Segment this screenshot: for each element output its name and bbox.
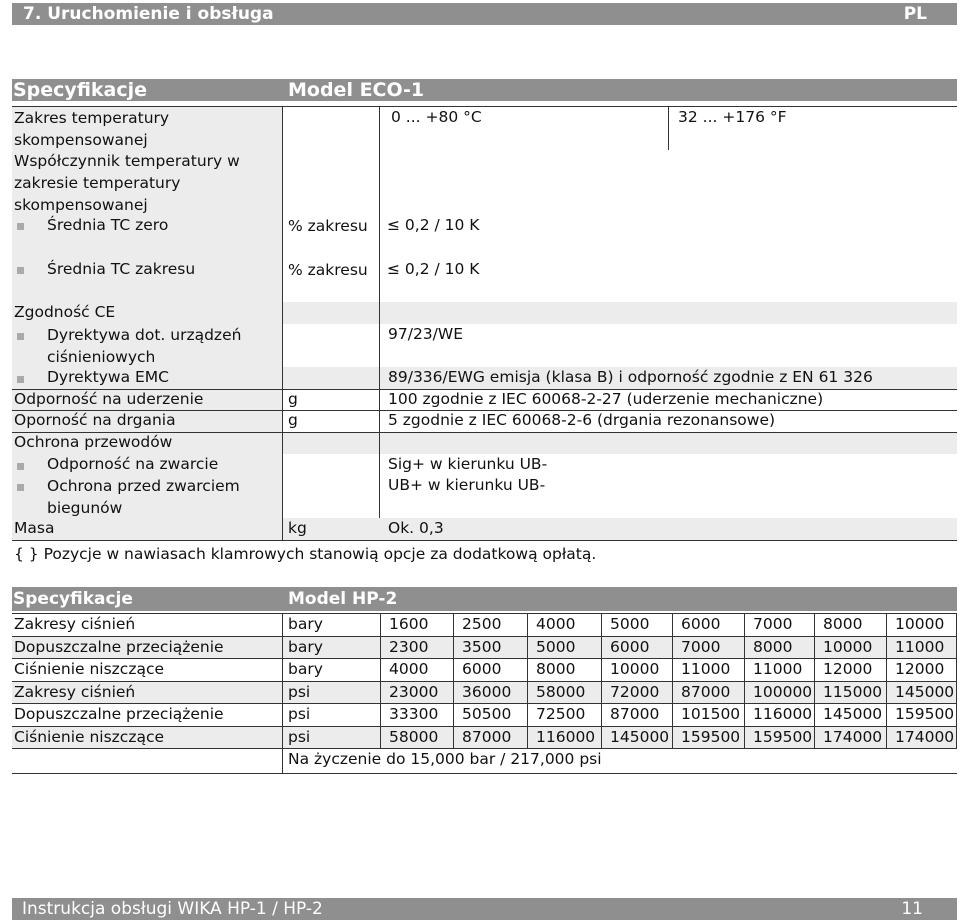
- hp-divider: [527, 613, 528, 748]
- eco-shock-label: Odporność na uderzenie: [14, 390, 204, 408]
- hp-cell-value: 10000: [895, 615, 945, 633]
- hp-cell-value: 10000: [610, 660, 660, 678]
- eco-shock-unit: g: [288, 390, 298, 408]
- eco-tc-zero-value: ≤ 0,2 / 10 K: [387, 216, 480, 234]
- language-code: PL: [903, 4, 927, 24]
- page-footer: [12, 898, 957, 920]
- page-number: 11: [901, 899, 923, 919]
- eco-options-note: { } Pozycje w nawiasach klamrowych stanowią opcje za dodatkową opłatą.: [14, 545, 597, 563]
- eco-tc-span-unit: % zakresu: [288, 261, 368, 279]
- hp-cell-value: 5000: [536, 637, 576, 656]
- hp-cell-value: 12000: [823, 660, 873, 678]
- hp-cell-value: 5000: [610, 615, 650, 633]
- hp-cell-value: 4000: [536, 615, 576, 633]
- hp-cell-value: 116000: [536, 727, 596, 746]
- eco-wiring-label: Ochrona przewodów: [14, 433, 173, 451]
- eco-reverse-polarity-value: UB+ w kierunku UB-: [388, 476, 546, 494]
- bullet-icon: [17, 376, 24, 383]
- hp-cell-value: 50500: [462, 705, 512, 723]
- eco-tc-zero-label: Średnia TC zero: [47, 216, 169, 234]
- bullet-icon: [17, 484, 24, 491]
- hp-rule: [12, 613, 957, 614]
- hp-cell-value: 159500: [753, 727, 813, 746]
- eco-emc-label: Dyrektywa EMC: [47, 368, 169, 386]
- eco-tc-span-value: ≤ 0,2 / 10 K: [387, 260, 480, 278]
- hp-cell-value: 115000: [823, 682, 883, 701]
- eco-rule: [12, 540, 957, 541]
- eco-temp-range-celsius: 0 ... +80 °C: [391, 108, 482, 126]
- hp-row-unit: bary: [288, 615, 323, 633]
- hp-rule: [12, 773, 957, 774]
- hp-divider: [956, 613, 957, 748]
- hp-cell-value: 12000: [895, 660, 945, 678]
- hp-cell-value: 8000: [753, 637, 793, 656]
- bullet-icon: [17, 333, 24, 340]
- hp-cell-value: 72000: [610, 682, 660, 701]
- bullet-icon: [17, 267, 24, 274]
- eco-short-circuit-value: Sig+ w kierunku UB-: [388, 455, 548, 473]
- eco-mass-value: Ok. 0,3: [388, 519, 444, 537]
- hp-row-unit: psi: [288, 705, 311, 723]
- eco-temp-range-fahrenheit: 32 ... +176 °F: [678, 108, 787, 126]
- hp-row-label: Zakresy ciśnień: [14, 682, 136, 701]
- hp-cell-value: 36000: [462, 682, 512, 701]
- hp-row-label: Ciśnienie niszczące: [14, 727, 165, 746]
- hp-divider: [744, 613, 745, 748]
- hp-divider: [601, 613, 602, 748]
- hp-header-specs: Specyfikacje: [13, 589, 133, 609]
- eco-vibration-label: Oporność na drgania: [14, 411, 176, 429]
- hp-divider: [886, 613, 887, 748]
- hp-cell-value: 100000: [753, 682, 813, 701]
- hp-cell-value: 6000: [681, 615, 721, 633]
- hp-row-label: Dopuszczalne przeciążenie: [14, 705, 224, 723]
- hp-divider: [453, 613, 454, 748]
- eco-short-circuit-label: Odporność na zwarcie: [47, 455, 219, 473]
- page-header: [12, 3, 957, 25]
- hp-cell-value: 2300: [389, 637, 429, 656]
- eco-mass-band: [12, 518, 957, 540]
- hp-cell-value: 72500: [536, 705, 586, 723]
- eco-divider-unit: [379, 106, 380, 518]
- eco-pressure-dir-label: Dyrektywa dot. urządzeń ciśnieniowych: [47, 326, 242, 366]
- hp-row-unit: bary: [288, 660, 323, 678]
- eco-divider-temp: [668, 106, 669, 150]
- eco-coef-label: Współczynnik temperatury w zakresie temperatury skompensowanej: [14, 152, 240, 214]
- hp-row-unit: bary: [288, 637, 323, 656]
- bullet-icon: [17, 463, 24, 470]
- eco-ce-label: Zgodność CE: [14, 303, 116, 321]
- hp-cell-value: 145000: [823, 705, 883, 723]
- footer-title: Instrukcja obsługi WIKA HP-1 / HP-2: [22, 899, 323, 919]
- hp-row-unit: psi: [288, 727, 311, 746]
- eco-divider-label: [282, 106, 283, 540]
- hp-cell-value: 8000: [536, 660, 576, 678]
- hp-cell-value: 11000: [681, 660, 731, 678]
- hp-cell-value: 58000: [389, 727, 439, 746]
- hp-row-label: Ciśnienie niszczące: [14, 660, 165, 678]
- eco-header-model: Model ECO-1: [288, 79, 425, 101]
- hp-request-note: Na życzenie do 15,000 bar / 217,000 psi: [288, 750, 602, 768]
- hp-cell-value: 11000: [753, 660, 803, 678]
- bullet-icon: [17, 223, 24, 230]
- section-title: 7. Uruchomienie i obsługa: [23, 4, 274, 24]
- hp-cell-value: 116000: [753, 705, 813, 723]
- eco-vibration-unit: g: [288, 411, 298, 429]
- hp-rule: [12, 703, 957, 704]
- hp-cell-value: 87000: [462, 727, 512, 746]
- hp-cell-value: 174000: [823, 727, 883, 746]
- eco-reverse-polarity-label: Ochrona przed zwarciem biegunów: [47, 477, 240, 517]
- hp-cell-value: 7000: [681, 637, 721, 656]
- hp-cell-value: 33300: [389, 705, 439, 723]
- eco-shock-value: 100 zgodnie z IEC 60068-2-27 (uderzenie mechaniczne): [388, 390, 824, 408]
- eco-vibration-value: 5 zgodnie z IEC 60068-2-6 (drgania rezonansowe): [388, 411, 776, 429]
- hp-cell-value: 145000: [610, 727, 670, 746]
- hp-cell-value: 2500: [462, 615, 502, 633]
- hp-cell-value: 174000: [895, 727, 955, 746]
- hp-row-label: Zakresy ciśnień: [14, 615, 136, 633]
- hp-rule: [12, 636, 957, 637]
- hp-divider: [814, 613, 815, 748]
- eco-tc-zero-unit: % zakresu: [288, 217, 368, 235]
- hp-table-header: [12, 587, 957, 611]
- hp-cell-value: 4000: [389, 660, 429, 678]
- hp-cell-value: 11000: [895, 637, 945, 656]
- hp-cell-value: 3500: [462, 637, 502, 656]
- hp-cell-value: 87000: [610, 705, 660, 723]
- eco-emc-value: 89/336/EWG emisja (klasa B) i odporność zgodnie z EN 61 326: [388, 368, 873, 386]
- hp-row-unit: psi: [288, 682, 311, 701]
- hp-cell-value: 87000: [681, 682, 731, 701]
- hp-divider: [672, 613, 673, 748]
- hp-cell-value: 8000: [823, 615, 863, 633]
- eco-header-specs: Specyfikacje: [13, 79, 148, 101]
- hp-rule: [12, 681, 957, 682]
- hp-cell-value: 23000: [389, 682, 439, 701]
- eco-ce-band: [12, 302, 957, 324]
- hp-divider-label: [282, 613, 283, 773]
- eco-table-header: [12, 79, 957, 101]
- hp-cell-value: 145000: [895, 682, 955, 701]
- hp-cell-value: 159500: [681, 727, 741, 746]
- eco-mass-unit: kg: [288, 519, 307, 537]
- hp-rule: [12, 658, 957, 659]
- hp-cell-value: 6000: [462, 660, 502, 678]
- hp-cell-value: 159500: [895, 705, 955, 723]
- hp-cell-value: 7000: [753, 615, 793, 633]
- hp-header-model: Model HP-2: [288, 589, 398, 609]
- hp-cell-value: 101500: [681, 705, 741, 723]
- hp-cell-value: 10000: [823, 637, 873, 656]
- hp-rule: [12, 726, 957, 727]
- eco-temp-range-label: Zakres temperatury skompensowanej: [14, 109, 170, 149]
- eco-mass-label: Masa: [14, 519, 55, 537]
- hp-divider: [380, 613, 381, 748]
- eco-pressure-dir-value: 97/23/WE: [388, 325, 464, 343]
- hp-row-label: Dopuszczalne przeciążenie: [14, 637, 224, 656]
- hp-cell-value: 58000: [536, 682, 586, 701]
- hp-cell-value: 6000: [610, 637, 650, 656]
- eco-tc-span-label: Średnia TC zakresu: [47, 260, 196, 278]
- hp-cell-value: 1600: [389, 615, 429, 633]
